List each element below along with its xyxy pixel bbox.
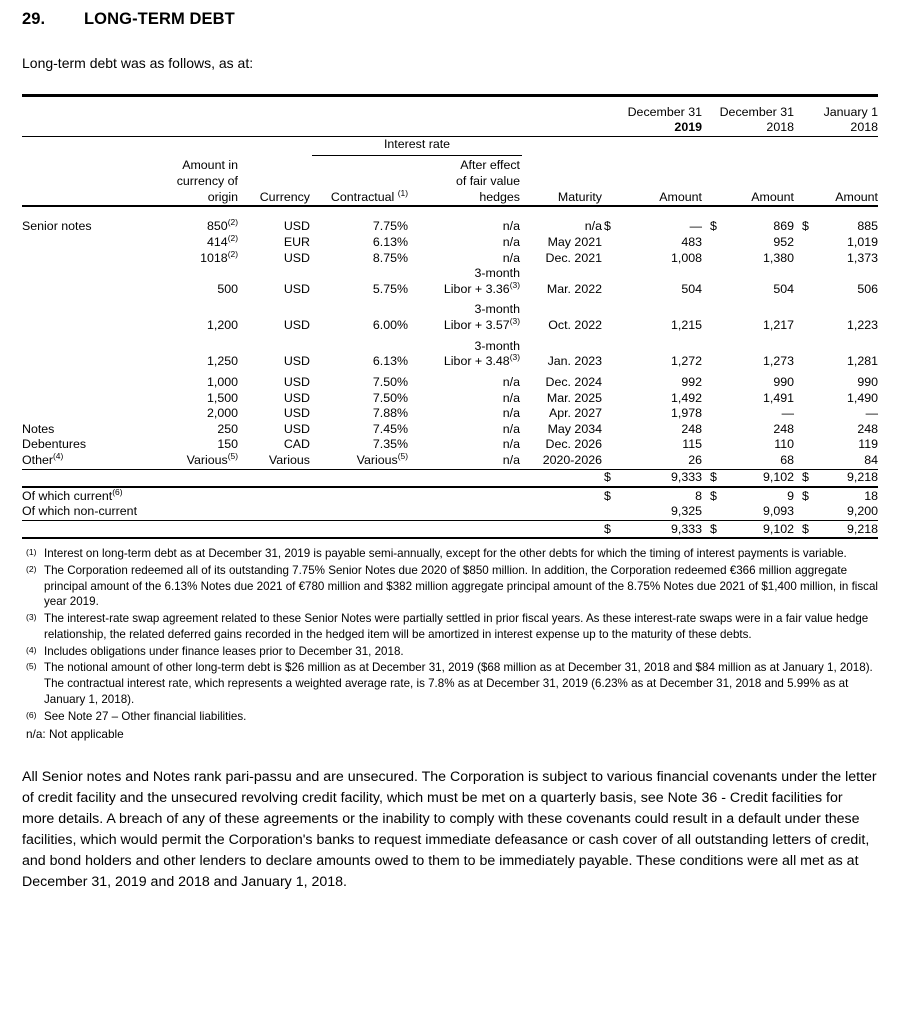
cell-currency-symbol-2019 — [604, 375, 618, 391]
footnote-text: Includes obligations under finance leases prior to December 31, 2018. — [44, 644, 404, 658]
cell-currency-symbol-2019 — [604, 235, 618, 251]
cell-contractual: Various$^{(5)}$ — [356, 450, 408, 467]
row-label: Senior notes — [22, 219, 92, 234]
row-label — [22, 266, 150, 297]
totals-amount-2019: 9,325 — [670, 504, 702, 519]
totals-label — [22, 522, 604, 539]
cell-currency-symbol-jan2018 — [794, 375, 808, 391]
footnote-ref: (3) — [509, 279, 520, 290]
cell-after-effect: 3-month Libor + $3.36^{(3)}$ — [443, 266, 520, 296]
cell-currency-symbol-2018: $ — [710, 219, 717, 234]
footnote-item — [22, 611, 878, 643]
totals-symbol-2019: $ — [604, 521, 611, 536]
footnote-marker: (4) — [26, 644, 37, 655]
cell-amount-2018: 1,491 — [762, 390, 794, 405]
cell-currency-symbol-2018 — [702, 453, 716, 469]
table-row — [22, 302, 878, 333]
cell-amount-2018: 990 — [773, 374, 794, 389]
footnote-item — [22, 709, 878, 725]
cell-amount-jan2018: 248 — [857, 421, 878, 436]
cell-contractual: 7.35% — [372, 437, 408, 452]
footnote-ref: (3) — [509, 315, 520, 326]
cell-after-effect: n/a — [502, 219, 520, 234]
footnote-item — [22, 546, 878, 562]
cell-amount-jan2018: 1,019 — [846, 234, 878, 249]
cell-after-effect: n/a — [502, 250, 520, 265]
cell-amount-2018: 1,217 — [762, 318, 794, 332]
cell-amount-origin: 414$^{(2)}$ — [207, 232, 238, 249]
cell-after-effect: n/a — [502, 437, 520, 452]
cell-amount-jan2018: 885 — [857, 219, 878, 234]
cell-amount-jan2018: 1,373 — [846, 250, 878, 265]
footnote-text: The notional amount of other long-term debt is $26 million as at December 31, 2019 ($68 million as at December 31, 2018 and $84 million as at January 1, 2018). The contractual interest rate, which represents a weighted average rate, is 7.8% as at December 31, 2019 (6.23% as at December 31, 2018 and 5.99% as at January 1, 2018). — [44, 661, 873, 707]
cell-after-effect: n/a — [502, 234, 520, 249]
cell-currency-symbol-2018 — [702, 251, 716, 267]
table-row — [22, 406, 878, 422]
totals-symbol-2019: $ — [604, 470, 611, 485]
row-label — [22, 251, 150, 267]
col-header-amount-jan2018: Amount — [835, 189, 878, 204]
row-label: Other$^{(4)}$ — [22, 450, 64, 467]
cell-currency-symbol-jan2018 — [794, 406, 808, 422]
cell-amount-origin: 1018$^{(2)}$ — [200, 248, 238, 265]
row-label: Notes — [22, 421, 55, 436]
totals-symbol-2019 — [604, 504, 618, 520]
cell-amount-jan2018: 1,281 — [846, 354, 878, 369]
row-label: Debentures — [22, 437, 87, 452]
col-header-after-effect: After effect of fair value hedges — [455, 158, 520, 204]
footnote-marker: (1) — [26, 547, 37, 558]
totals-amount-2019: 9,333 — [670, 521, 702, 536]
col-header-contractual: Contractual $^{(1)}$ — [330, 187, 408, 204]
cell-after-effect: 3-month Libor + $3.48^{(3)}$ — [443, 338, 520, 369]
cell-contractual: 6.13% — [372, 234, 408, 249]
closing-paragraph: All Senior notes and Notes rank pari-passu and are unsecured. The Corporation is subject to various financial covenants under the letter of credit facility and the unsecured revolving credit facility, which must be met on a quarterly basis, see Note 36 - Credit facilities for more details. A breach of any of these agreements or the inability to comply with these covenants could result in a default under these facilities, which would permit the Corporation's banks to request immediate defeasance or cash cover of all outstanding letters of credit, and bond holders and other lenders to declare amounts owed to them to be immediately payable. These conditions were all met as at December 31, 2019 and 2018 and January 1, 2018. — [22, 768, 877, 890]
date-header-2018: December 31 2018 — [719, 104, 794, 135]
date-header-jan2018: January 1 2018 — [823, 104, 878, 135]
long-term-debt-table-wrapper — [22, 94, 878, 540]
cell-currency-symbol-2018 — [702, 437, 716, 453]
totals-symbol-jan2018: $ — [802, 488, 809, 503]
cell-maturity: May 2034 — [547, 421, 602, 436]
footnote-ref: (2) — [227, 217, 238, 228]
cell-currency-symbol-jan2018 — [794, 235, 808, 251]
cell-currency-symbol-2018 — [702, 235, 716, 251]
cell-amount-origin: 2,000 — [206, 406, 238, 421]
cell-amount-jan2018: 506 — [857, 281, 878, 296]
totals-symbol-2019: $ — [604, 488, 611, 503]
cell-currency: USD — [283, 318, 310, 332]
totals-amount-jan2018: 18 — [864, 488, 878, 503]
cell-amount-jan2018: 119 — [858, 437, 878, 452]
col-header-amount-origin: Amount in currency of origin — [176, 158, 238, 204]
totals-symbol-2018: $ — [710, 488, 717, 503]
totals-symbol-2018 — [702, 504, 716, 520]
cell-after-effect: 3-month Libor + $3.57^{(3)}$ — [443, 302, 520, 332]
totals-amount-jan2018: 9,218 — [846, 470, 878, 485]
cell-amount-origin: 1,200 — [206, 318, 238, 332]
col-header-currency: Currency — [259, 189, 310, 204]
col-header-label — [22, 158, 150, 206]
cell-currency-symbol-2019 — [604, 339, 618, 370]
cell-amount-2018: 952 — [773, 234, 794, 249]
cell-maturity: Jan. 2023 — [547, 354, 602, 369]
totals-amount-2018: 9,093 — [762, 504, 794, 519]
cell-amount-2018: 1,273 — [762, 354, 794, 369]
cell-currency-symbol-2019 — [604, 302, 618, 333]
note-number: 29. — [22, 10, 46, 28]
cell-currency-symbol-2018 — [702, 375, 716, 391]
cell-currency-symbol-2018 — [702, 339, 716, 370]
cell-currency-symbol-2019 — [604, 406, 618, 422]
note-title-text: LONG-TERM DEBT — [84, 10, 235, 28]
cell-amount-origin: 500 — [217, 281, 238, 296]
cell-contractual: 5.75% — [372, 281, 408, 296]
cell-currency-symbol-2019 — [604, 251, 618, 267]
cell-maturity: Apr. 2027 — [548, 406, 602, 421]
footnote-ref: (5) — [397, 450, 408, 461]
table-row — [22, 437, 878, 453]
col-header-maturity: Maturity — [557, 189, 602, 204]
totals-amount-jan2018: 9,218 — [846, 521, 878, 536]
cell-maturity: Dec. 2024 — [545, 374, 602, 389]
table-row — [22, 235, 878, 251]
interest-rate-group-header: Interest rate — [383, 137, 451, 152]
long-term-debt-table — [22, 94, 878, 540]
cell-currency-symbol-jan2018 — [794, 391, 808, 407]
row-label — [22, 375, 150, 391]
footnote-ref: (2) — [227, 232, 238, 243]
cell-currency-symbol-2018 — [702, 391, 716, 407]
cell-contractual: 7.50% — [372, 374, 408, 389]
cell-currency-symbol-jan2018 — [794, 251, 808, 267]
row-label — [22, 406, 150, 422]
cell-amount-2019: 483 — [681, 234, 702, 249]
cell-amount-origin: 250 — [217, 421, 238, 436]
cell-currency-symbol-jan2018 — [794, 302, 808, 333]
col-header-amount-2019: Amount — [659, 189, 702, 204]
footnote-marker: (2) — [26, 563, 37, 574]
cell-currency-symbol-2019 — [604, 391, 618, 407]
table-row — [22, 375, 878, 391]
totals-symbol-jan2018 — [794, 504, 808, 520]
footnote-ref: (2) — [227, 248, 238, 259]
cell-amount-jan2018: 84 — [864, 453, 878, 467]
cell-amount-2019: — — [689, 219, 702, 234]
footnote-text: See Note 27 – Other financial liabilities. — [44, 709, 247, 723]
table-column-header-row — [22, 158, 878, 206]
cell-amount-2019: 992 — [681, 374, 702, 389]
totals-amount-2018: 9,102 — [762, 470, 794, 485]
cell-maturity: 2020-2026 — [542, 453, 602, 467]
cell-after-effect: n/a — [502, 374, 520, 389]
cell-amount-2018: 110 — [774, 437, 794, 452]
footnote-ref: (4) — [53, 450, 64, 461]
cell-contractual: 7.50% — [372, 390, 408, 405]
totals-symbol-2018: $ — [710, 470, 717, 485]
totals-amount-2018: 9,102 — [762, 521, 794, 536]
totals-label: Of which non-current — [22, 504, 138, 519]
cell-contractual: 7.88% — [372, 406, 408, 421]
footnotes-list — [22, 546, 878, 724]
abbreviation-note: n/a: Not applicable — [26, 726, 124, 741]
footnote-item — [22, 644, 878, 660]
footnote-ref: (1) — [397, 187, 408, 198]
table-noncurrent-row — [22, 504, 878, 520]
totals-label — [22, 470, 604, 487]
cell-currency: USD — [283, 406, 310, 421]
cell-amount-2018: 248 — [773, 421, 794, 436]
lead-paragraph: Long-term debt was as follows, as at: — [22, 55, 254, 71]
cell-amount-2018: 869 — [773, 219, 794, 234]
footnote-ref: (3) — [509, 352, 520, 363]
table-row — [22, 453, 878, 469]
table-row — [22, 391, 878, 407]
footnote-marker: (5) — [26, 661, 37, 672]
table-spacer — [22, 208, 878, 219]
cell-amount-jan2018: 990 — [857, 374, 878, 389]
cell-contractual: 8.75% — [372, 250, 408, 265]
cell-maturity: Dec. 2021 — [545, 250, 602, 265]
table-row — [22, 251, 878, 267]
table-row — [22, 422, 878, 438]
table-date-header-row — [22, 99, 878, 137]
cell-amount-2018: — — [781, 406, 794, 421]
row-label — [22, 339, 150, 370]
cell-currency-symbol-2018 — [702, 422, 716, 438]
totals-amount-2019: 9,333 — [670, 470, 702, 485]
cell-maturity: Mar. 2022 — [546, 281, 602, 296]
totals-amount-jan2018: 9,200 — [846, 504, 878, 519]
cell-currency: Various — [268, 453, 310, 467]
cell-contractual: 6.00% — [372, 318, 408, 332]
cell-currency: USD — [283, 421, 310, 436]
footnote-text: Interest on long-term debt as at December 31, 2019 is payable semi-annually, except for the other debts for which the timing of interest payments is variable. — [44, 547, 847, 561]
cell-maturity: Dec. 2026 — [545, 437, 602, 452]
cell-amount-origin: 1,500 — [206, 390, 238, 405]
totals-amount-2019: 8 — [695, 488, 702, 503]
cell-contractual: 7.75% — [372, 219, 408, 234]
cell-amount-2019: 1,008 — [670, 250, 702, 265]
cell-amount-2018: 504 — [773, 281, 794, 296]
totals-symbol-2018: $ — [710, 521, 717, 536]
row-label — [22, 302, 150, 333]
cell-currency: USD — [283, 390, 310, 405]
cell-amount-2018: 1,380 — [762, 250, 794, 265]
cell-currency: USD — [283, 219, 310, 234]
cell-amount-origin: 850$^{(2)}$ — [207, 217, 238, 234]
table-rule — [22, 538, 878, 540]
footnote-text: The Corporation redeemed all of its outstanding 7.75% Senior Notes due 2020 of $850 million. In addition, the Corporation redeemed €366 million aggregate principal amount of the 6.13% Notes due 2021 of €780 million and $382 million aggregate principal amount of the 8.75% Notes due 2021 of $1,400 million, in fiscal year 2019. — [44, 563, 878, 609]
cell-currency-symbol-jan2018 — [794, 266, 808, 297]
cell-currency-symbol-2019 — [604, 422, 618, 438]
cell-currency-symbol-2019: $ — [604, 219, 611, 234]
footnote-item — [22, 660, 878, 707]
cell-amount-2019: 1,215 — [670, 318, 702, 332]
row-label — [22, 391, 150, 407]
cell-amount-2019: 504 — [681, 281, 702, 296]
cell-currency-symbol-jan2018 — [794, 437, 808, 453]
cell-contractual: 6.13% — [372, 354, 408, 369]
cell-currency-symbol-2019 — [604, 453, 618, 469]
cell-amount-jan2018: 1,490 — [846, 390, 878, 405]
footnote-item — [22, 563, 878, 610]
cell-amount-2018: 68 — [780, 453, 794, 467]
cell-after-effect: n/a — [502, 406, 520, 421]
footnote-ref: (6) — [112, 486, 123, 497]
cell-after-effect: n/a — [502, 453, 520, 467]
page-title — [22, 0, 878, 29]
cell-currency: USD — [283, 281, 310, 296]
table-grand-total-row — [22, 522, 878, 539]
table-group-header-row — [22, 137, 878, 155]
cell-currency-symbol-2018 — [702, 266, 716, 297]
cell-amount-jan2018: 1,223 — [846, 318, 878, 332]
totals-symbol-jan2018: $ — [802, 521, 809, 536]
cell-currency-symbol-jan2018 — [794, 422, 808, 438]
row-label — [22, 235, 150, 251]
cell-currency: EUR — [283, 234, 310, 249]
cell-maturity: n/a — [584, 219, 602, 234]
cell-amount-origin: 1,000 — [206, 374, 238, 389]
table-row — [22, 339, 878, 370]
table-row — [22, 266, 878, 297]
cell-currency-symbol-2018 — [702, 406, 716, 422]
cell-currency-symbol-2019 — [604, 266, 618, 297]
table-current-row — [22, 489, 878, 505]
footnote-ref: (5) — [227, 450, 238, 461]
totals-symbol-jan2018: $ — [802, 470, 809, 485]
cell-amount-jan2018: — — [865, 406, 878, 421]
cell-amount-2019: 1,978 — [670, 406, 702, 421]
cell-amount-origin: 150 — [217, 437, 238, 452]
table-subtotal-row — [22, 470, 878, 487]
cell-after-effect: n/a — [502, 390, 520, 405]
cell-amount-2019: 1,492 — [670, 390, 702, 405]
cell-currency: USD — [283, 250, 310, 265]
cell-amount-2019: 26 — [688, 453, 702, 467]
cell-contractual: 7.45% — [372, 421, 408, 436]
cell-amount-2019: 248 — [681, 421, 702, 436]
totals-amount-2018: 9 — [787, 488, 794, 503]
footnote-marker: (6) — [26, 709, 37, 720]
col-header-amount-2018: Amount — [751, 189, 794, 204]
cell-amount-origin: 1,250 — [206, 354, 238, 369]
totals-label: Of which current$^{(6)}$ — [22, 486, 123, 503]
date-header-2019: December 31 2019 — [627, 104, 702, 135]
cell-amount-2019: 1,272 — [670, 354, 702, 369]
cell-currency-symbol-jan2018 — [794, 453, 808, 469]
cell-amount-origin: Various$^{(5)}$ — [186, 450, 238, 467]
cell-amount-2019: 115 — [682, 437, 702, 452]
footnote-text: The interest-rate swap agreement related to these Senior Notes were partially settled in prior fiscal years. As these interest-rate swaps were in a fair value hedge relationship, the related deferred gains recorded in the hedged item will be amortized in interest expense up to the maturity of these debts. — [44, 612, 869, 641]
cell-currency-symbol-jan2018 — [794, 339, 808, 370]
cell-maturity: May 2021 — [547, 234, 602, 249]
cell-currency-symbol-2018 — [702, 302, 716, 333]
cell-currency-symbol-jan2018: $ — [802, 219, 809, 234]
footnote-marker: (3) — [26, 612, 37, 623]
cell-after-effect: n/a — [502, 421, 520, 436]
table-row — [22, 219, 878, 235]
cell-maturity: Oct. 2022 — [548, 318, 602, 332]
cell-currency: USD — [283, 374, 310, 389]
cell-currency: USD — [283, 354, 310, 369]
cell-currency-symbol-2019 — [604, 437, 618, 453]
cell-maturity: Mar. 2025 — [546, 390, 602, 405]
cell-currency: CAD — [283, 437, 310, 452]
